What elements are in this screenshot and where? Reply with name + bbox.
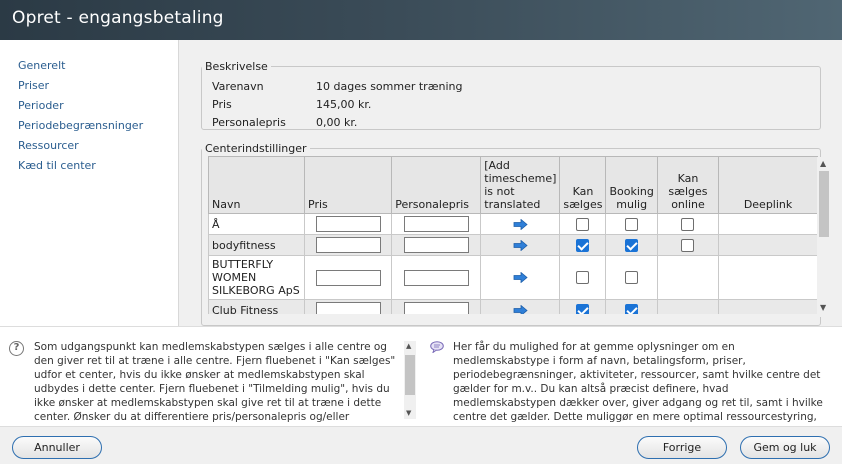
staff-price-input[interactable]	[404, 302, 469, 314]
arrow-right-icon[interactable]	[513, 240, 528, 251]
price-input-cell	[305, 214, 392, 235]
col-header-timescheme[interactable]: [Add timescheme] is not translated	[481, 157, 560, 214]
staff-price-input[interactable]	[404, 216, 469, 232]
staff-price-input[interactable]	[404, 237, 469, 253]
table-row	[209, 300, 818, 315]
booking-mulig-cell	[606, 235, 657, 256]
varenavn-value: 10 dages sommer træning	[316, 80, 463, 93]
online-checkbox[interactable]	[681, 218, 694, 231]
kan-saelges-checkbox[interactable]	[576, 218, 589, 231]
kan-saelges-cell	[560, 256, 606, 300]
sidebar-item-priser[interactable]: Priser	[18, 79, 50, 92]
help-scroll-up-icon[interactable]: ▲	[406, 342, 412, 350]
price-input[interactable]	[316, 216, 381, 232]
center-name: Å	[212, 217, 220, 231]
deeplink-cell	[719, 214, 818, 235]
price-input[interactable]	[316, 302, 381, 314]
table-scroll-thumb[interactable]	[819, 171, 829, 237]
help-scrollbar[interactable]	[404, 341, 416, 419]
col-header-personalepris[interactable]: Personalepris	[392, 157, 481, 214]
table-header-row	[209, 157, 818, 214]
table-row	[209, 214, 818, 235]
sidebar-item-perioder[interactable]: Perioder	[18, 99, 64, 112]
price-input[interactable]	[316, 237, 381, 253]
help-text-left: Som udgangspunkt kan medlemskabstypen sælges i alle centre og den giver ret til at træne i alle centre. Fjern fluebenet i "Kan sælges" udfor et center, hvis du ikke ønsker at medlemskabstypen skal udbydes i dette center. Fjern fluebenet i "Tilmelding mulig", hvis du ikke ønsker at medlemskabstypen skal give ret til at træne i dette center. Ønsker du at differentiere pris/personalepris og/eller	[34, 341, 396, 423]
col-header-deeplink[interactable]: Deeplink	[719, 157, 818, 214]
booking-mulig-cell	[606, 256, 657, 300]
deeplink-cell	[719, 300, 818, 315]
staff-price-input-cell	[392, 214, 481, 235]
center-name-cell	[209, 235, 305, 256]
timescheme-cell	[481, 256, 560, 300]
sidebar-item-kaed-til-center[interactable]: Kæd til center	[18, 159, 96, 172]
table-scrollbar[interactable]	[817, 157, 831, 317]
staff-price-input-cell	[392, 256, 481, 300]
window-title: Opret - engangsbetaling	[12, 8, 224, 28]
online-checkbox[interactable]	[681, 239, 694, 252]
staff-price-input-cell	[392, 235, 481, 256]
title-bar	[0, 0, 842, 40]
kan-saelges-cell	[560, 235, 606, 256]
arrow-right-icon[interactable]	[513, 305, 528, 315]
help-text-right: Her får du mulighed for at gemme oplysninger om en medlemskabstype i form af navn, betalingsform, priser, periodebegrænsninger, aktiviteter, ressourcer, samt hvilke centre det gælder for m.v.. Du kan altså præcist definere, hvad medlemskabstypen dækker over, giver adgang og ret til, samt i hvilke centre det gælder. Dette muliggør en mere optimal ressourcestyring,	[453, 341, 823, 423]
center-table	[208, 156, 818, 314]
question-icon: ?	[9, 341, 24, 356]
kan-saelges-checkbox[interactable]	[576, 239, 589, 252]
staff-price-input[interactable]	[404, 270, 469, 286]
personalepris-value: 0,00 kr.	[316, 116, 358, 129]
pris-label: Pris	[212, 98, 232, 111]
arrow-right-icon[interactable]	[513, 272, 528, 283]
center-table-viewport	[200, 142, 818, 314]
center-name-cell	[209, 300, 305, 315]
personalepris-label: Personalepris	[212, 116, 286, 129]
booking-mulig-checkbox[interactable]	[625, 218, 638, 231]
center-name-cell	[209, 256, 305, 300]
col-header-kan-saelges[interactable]: Kan sælges	[560, 157, 606, 214]
price-input-cell	[305, 300, 392, 315]
kan-saelges-checkbox[interactable]	[576, 271, 589, 284]
col-header-navn[interactable]: Navn	[209, 157, 305, 214]
kan-saelges-cell	[560, 300, 606, 315]
online-cell	[657, 256, 718, 300]
center-name-cell	[209, 214, 305, 235]
price-input-cell	[305, 235, 392, 256]
deeplink-cell	[719, 235, 818, 256]
booking-mulig-checkbox[interactable]	[625, 271, 638, 284]
footer-bar	[0, 426, 842, 464]
scroll-up-icon[interactable]: ▲	[820, 159, 827, 168]
arrow-right-icon[interactable]	[513, 219, 528, 230]
sidebar-item-periodebegraensninger[interactable]: Periodebegrænsninger	[18, 119, 144, 132]
center-settings-legend: Centerindstillinger	[205, 142, 307, 155]
center-name: Club Fitness	[212, 303, 279, 314]
online-cell	[657, 235, 718, 256]
timescheme-cell	[481, 300, 560, 315]
kan-saelges-cell	[560, 214, 606, 235]
kan-saelges-checkbox[interactable]	[576, 304, 589, 315]
table-row	[209, 256, 818, 300]
cancel-button[interactable]: Annuller	[12, 436, 102, 459]
deeplink-cell	[719, 256, 818, 300]
info-bubble-icon	[430, 341, 444, 353]
price-input[interactable]	[316, 270, 381, 286]
description-legend: Beskrivelse	[205, 60, 268, 73]
sidebar-nav	[0, 40, 178, 326]
online-cell	[657, 300, 718, 315]
help-scroll-down-icon[interactable]: ▼	[406, 409, 412, 417]
staff-price-input-cell	[392, 300, 481, 315]
price-input-cell	[305, 256, 392, 300]
scroll-down-icon[interactable]: ▼	[820, 303, 827, 312]
booking-mulig-checkbox[interactable]	[625, 304, 638, 315]
col-header-pris[interactable]: Pris	[305, 157, 392, 214]
table-row	[209, 235, 818, 256]
timescheme-cell	[481, 214, 560, 235]
description-group	[201, 60, 821, 130]
help-bar	[0, 326, 842, 426]
center-name: bodyfitness	[212, 238, 276, 252]
col-header-online[interactable]: Kan sælges online	[657, 157, 718, 214]
booking-mulig-cell	[606, 300, 657, 315]
varenavn-label: Varenavn	[212, 80, 264, 93]
previous-button[interactable]: Forrige	[637, 436, 727, 459]
booking-mulig-checkbox[interactable]	[625, 239, 638, 252]
center-name: BUTTERFLY WOMEN SILKEBORG ApS	[212, 258, 300, 297]
help-scroll-thumb[interactable]	[405, 355, 415, 395]
booking-mulig-cell	[606, 214, 657, 235]
sidebar-item-generelt[interactable]: Generelt	[18, 59, 66, 72]
online-cell	[657, 214, 718, 235]
pris-value: 145,00 kr.	[316, 98, 372, 111]
sidebar-item-ressourcer[interactable]: Ressourcer	[18, 139, 79, 152]
timescheme-cell	[481, 235, 560, 256]
col-header-booking-mulig[interactable]: Booking mulig	[606, 157, 657, 214]
save-close-button[interactable]: Gem og luk	[740, 436, 830, 459]
